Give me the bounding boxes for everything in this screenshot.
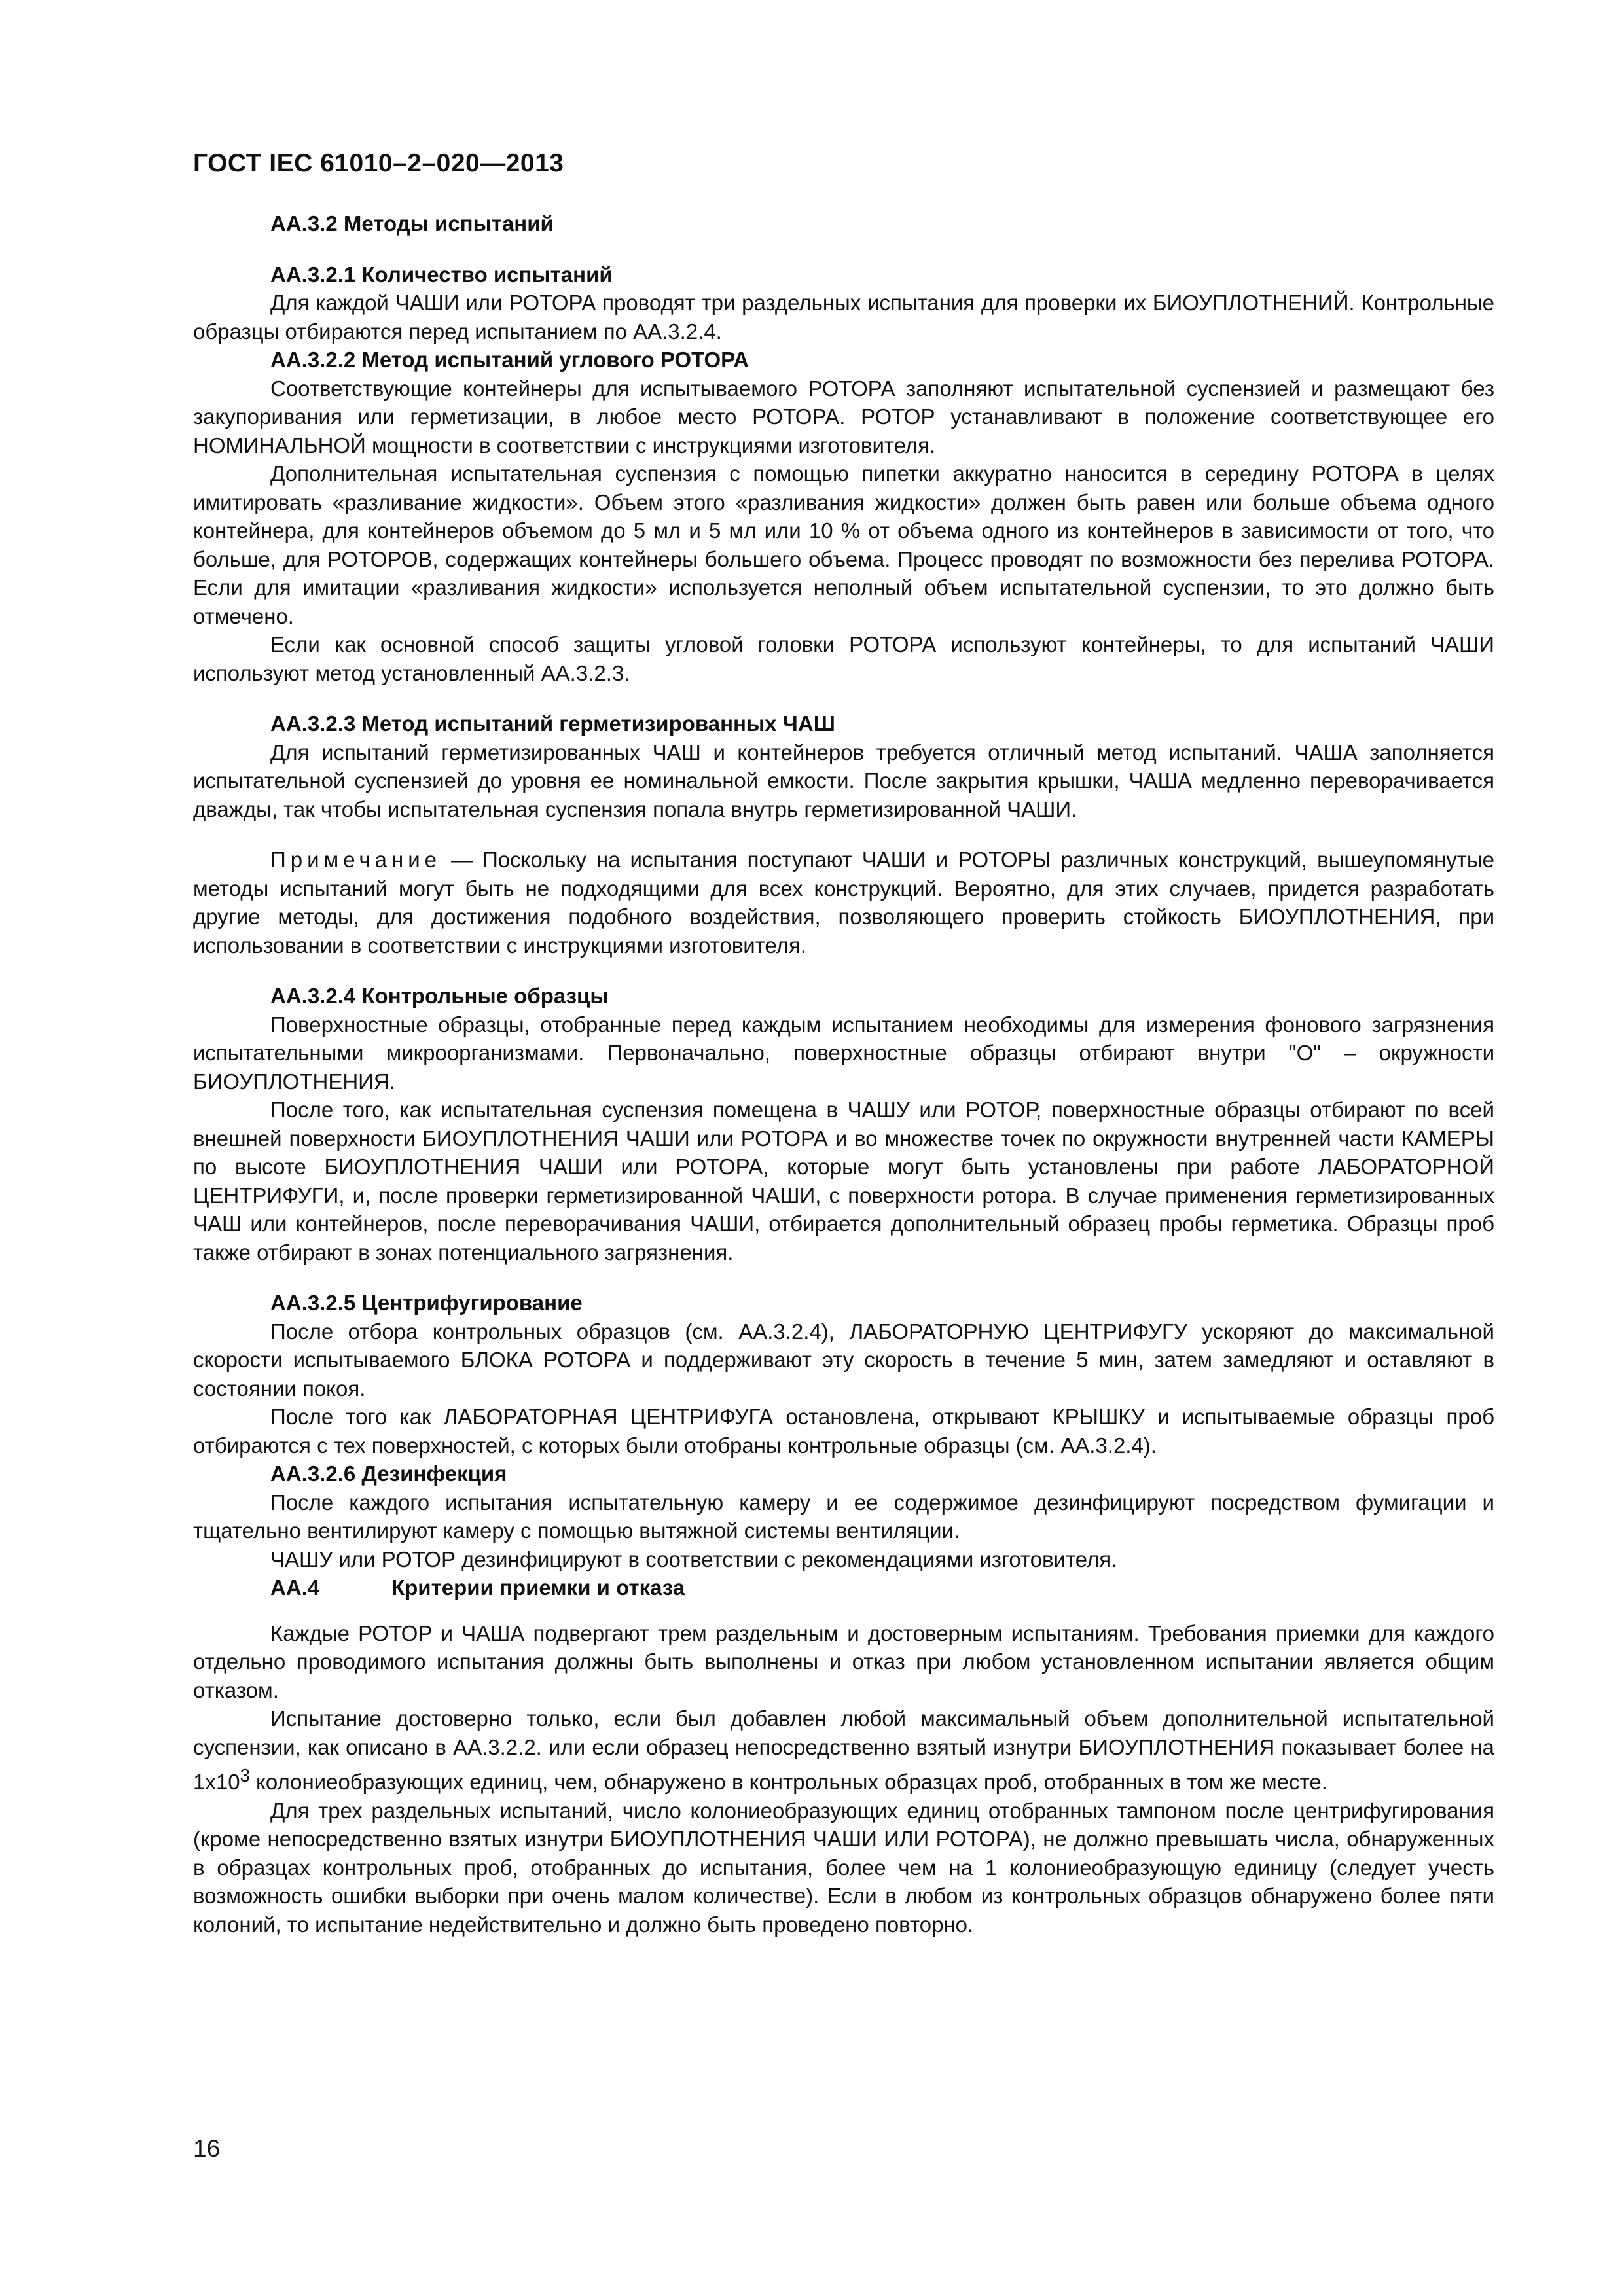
paragraph: После того, как испытательная суспензия помещена в ЧАШУ или РОТОР, поверхностные образцы отбирают по всей внешней поверхности БИОУПЛОТНЕНИЯ ЧАШИ или РОТОРА и во множестве точек по окружности внутренней части КАМЕРЫ по высоте БИОУПЛОТНЕНИЯ ЧАШИ или РОТОРА, которые могут быть установлены при работе ЛАБОРАТОРНОЙ ЦЕНТРИФУГИ, и, после проверки герметизированной ЧАШИ, с поверхности ротора. В случае применения герметизированных ЧАШ или контейнеров, после переворачивания ЧАШИ, отбирается дополнительный образец пробы герметика. Образцы проб также отбирают в зонах потенциального загрязнения. [193, 1098, 1494, 1265]
section-heading-aa-3-2-6: АА.3.2.6 Дезинфекция [270, 1462, 507, 1486]
paragraph: ЧАШУ или РОТОР дезинфицируют в соответствии с рекомендациями изготовителя. [270, 1547, 1117, 1571]
paragraph: Для испытаний герметизированных ЧАШ и контейнеров требуется отличный метод испытаний. ЧАША заполняется испытательной суспензией до уровня ее номинальной емкости. После закрытия крышки, ЧАША медленно переворачивается дважды, так чтобы испытательная суспензия попала внутрь герметизированной ЧАШИ. [193, 740, 1494, 821]
paragraph: После каждого испытания испытательную камеру и ее содержимое дезинфицируют посредством фумигации и тщательно вентилируют камеру с помощью вытяжной системы вентиляции. [193, 1490, 1494, 1543]
document-header: ГОСТ IEC 61010–2–020—2013 [193, 149, 564, 177]
paragraph-text: Испытание достоверно только, если был добавлен любой максимальный объем дополнительной испытательной суспензии, как описано в АА.3.2.2. или если образец непосредственно взятый изнутри БИОУПЛОТНЕНИЯ показывает более на 1х10 [193, 1706, 1494, 1794]
section-heading-aa-4 [193, 1573, 1494, 1602]
section-heading-aa-3-2-1: АА.3.2.1 Количество испытаний [270, 262, 613, 287]
section-number: АА.4 [270, 1575, 320, 1600]
superscript-exponent: 3 [240, 1765, 250, 1785]
paragraph: После того как ЛАБОРАТОРНАЯ ЦЕНТРИФУГА остановлена, открывают КРЫШКУ и испытываемые образцы проб отбираются с тех поверхностей, с которых были отобраны контрольные образцы (см. АА.3.2.4). [193, 1405, 1494, 1458]
paragraph: Для трех раздельных испытаний, число колониеобразующих единиц отобранных тампоном после центрифугирования (кроме непосредственно взятых изнутри БИОУПЛОТНЕНИЯ ЧАШИ ИЛИ РОТОРА), не должно превышать числа, обнаруженных в образцах контрольных проб, отобранных до испытания, более чем на 1 колониеобразующую единицу (следует учесть возможность ошибки выборки при очень малом количестве). Если в любом из контрольных образцов обнаружено более пяти колоний, то испытание недействительно и должно быть проведено повторно. [193, 1798, 1494, 1937]
page-number: 16 [193, 2135, 221, 2162]
section-title: Критерии приемки и отказа [391, 1575, 685, 1600]
document-body [193, 209, 1494, 1939]
section-heading-aa-3-2-4: АА.3.2.4 Контрольные образцы [270, 984, 609, 1008]
note-label: Примечание [270, 848, 442, 872]
paragraph [193, 1704, 1494, 1797]
section-heading-aa-3-2-2: АА.3.2.2 Метод испытаний углового РОТОРА [270, 348, 749, 372]
paragraph: Если как основной способ защиты угловой головки РОТОРА используют контейнеры, то для испытаний ЧАШИ используют метод установленный АА.3.2.3. [193, 632, 1494, 685]
paragraph: После отбора контрольных образцов (см. АА.3.2.4), ЛАБОРАТОРНУЮ ЦЕНТРИФУГУ ускоряют до максимальной скорости испытываемого БЛОКА РОТОРА и поддерживают эту скорость в течение 5 мин, затем замедляют и оставляют в состоянии покоя. [193, 1319, 1494, 1401]
paragraph: Дополнительная испытательная суспензия с помощью пипетки аккуратно наносится в середину РОТОРА в целях имитировать «разливание жидкости». Объем этого «разливания жидкости» должен быть равен или больше объема одного контейнера, для контейнеров объемом до 5 мл и 5 мл или 10 % от объема одного из контейнеров в зависимости от того, что больше, для РОТОРОВ, содержащих контейнеры большего объема. Процесс проводят по возможности без перелива РОТОРА. Если для имитации «разливания жидкости» используется неполный объем испытательной суспензии, то это должно быть отмечено. [193, 461, 1494, 628]
paragraph-text: колониеобразующих единиц, чем, обнаружено в контрольных образцах проб, отобранных в том же месте. [249, 1770, 1327, 1794]
paragraph: Соответствующие контейнеры для испытываемого РОТОРА заполняют испытательной суспензией и размещают без закупоривания или герметизации, в любое место РОТОРА. РОТОР устанавливают в положение соответствующее его НОМИНАЛЬНОЙ мощности в соответствии с инструкциями изготовителя. [193, 376, 1494, 457]
paragraph: Для каждой ЧАШИ или РОТОРА проводят три раздельных испытания для проверки их БИОУПЛОТНЕНИЙ. Контрольные образцы отбираются перед испытанием по АА.3.2.4. [193, 291, 1494, 344]
section-heading-aa-3-2-5: АА.3.2.5 Центрифугирование [270, 1291, 583, 1315]
paragraph: Поверхностные образцы, отобранные перед каждым испытанием необходимы для измерения фонового загрязнения испытательными микроорганизмами. Первоначально, поверхностные образцы отбирают внутри "О" – окружности БИОУПЛОТНЕНИЯ. [193, 1012, 1494, 1094]
section-heading-aa-3-2: АА.3.2 Методы испытаний [270, 211, 554, 236]
note-text: Поскольку на испытания поступают ЧАШИ и РОТОРЫ различных конструкций, вышеупомянутые методы испытаний могут быть не подходящими для всех конструкций. Вероятно, для этих случаев, придется разработать другие методы, для достижения подобного воздействия, позволяющего проверить стойкость БИОУПЛОТНЕНИЯ, при использовании в соответствии с инструкциями изготовителя. [193, 848, 1494, 958]
note-paragraph [193, 846, 1494, 960]
section-heading-aa-3-2-3: АА.3.2.3 Метод испытаний герметизированных ЧАШ [270, 711, 835, 736]
note-dash: — [441, 848, 483, 872]
paragraph: Каждые РОТОР и ЧАША подвергают трем раздельным и достоверным испытаниям. Требования приемки для каждого отдельно проводимого испытания должны быть выполнены и отказ при любом установленном испытании является общим отказом. [193, 1621, 1494, 1702]
